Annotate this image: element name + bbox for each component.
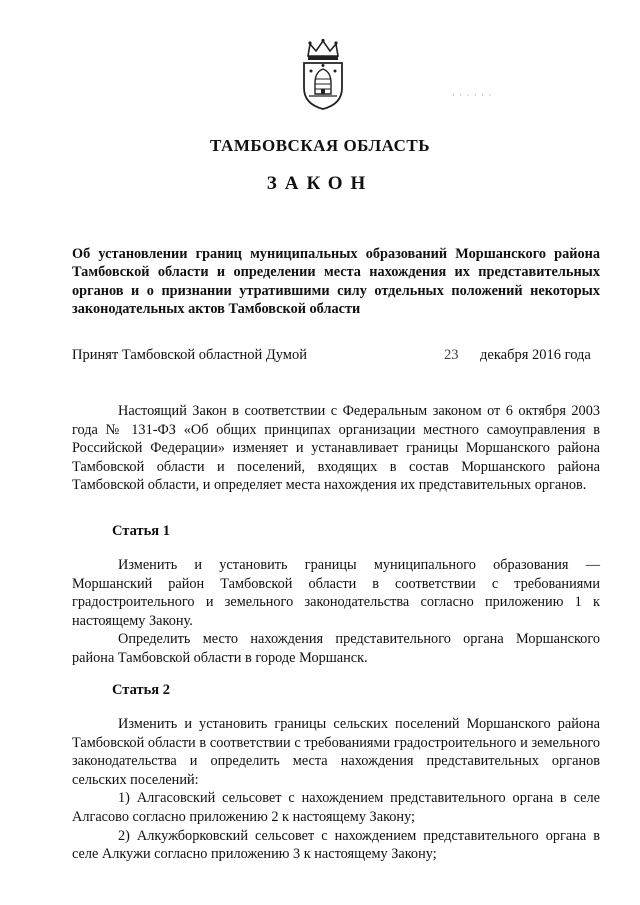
article-1-heading: Статья 1 [112, 523, 170, 539]
intro-section [72, 402, 600, 495]
article-2-list-item: 1) Алгасовский сельсовет с нахождением представительного органа в селе Алгасово согласно приложению 2 к настоящему Закону; [72, 790, 600, 825]
adoption-day: 23 [444, 347, 459, 363]
registration-stamp: · · · · · · [452, 90, 493, 100]
article-1-body [72, 556, 600, 668]
adoption-month-year: декабря 2016 года [480, 347, 591, 363]
article-1-paragraph: Определить место нахождения представительного органа Моршанского района Тамбовской области в городе Моршанск. [72, 631, 600, 666]
intro-paragraph: Настоящий Закон в соответствии с Федеральным законом от 6 октября 2003 года № 131-ФЗ «Об общих принципах организации местного самоуправления в Российской Федерации» изменяет и устанавливает границы Моршанского района Тамбовской области и поселений, входящих в состав Моршанского района Тамбовской области, и определяет места нахождения их представительных органов. [72, 403, 600, 494]
law-title: Об установлении границ муниципальных образований Моршанского района Тамбовской области и определении места нахождения их представительных органов и о признании утратившими силу отдельных положений некоторых законодательных актов Тамбовской области [72, 246, 600, 318]
article-1-paragraph: Изменить и установить границы муниципального образования — Моршанский район Тамбовской области в соответствии с требованиями градостроительного и земельного законодательства согласно приложению 1 к настоящему Закону. [72, 557, 600, 629]
article-2-list-item: 2) Алкужборковский сельсовет с нахождением представительного органа в селе Алкужи согласно приложению 3 к настоящему Закону; [72, 827, 600, 863]
article-2-body [72, 715, 600, 864]
tambov-coat-of-arms-icon [300, 38, 346, 110]
region-title: ТАМБОВСКАЯ ОБЛАСТЬ [210, 136, 430, 155]
adopted-by: Принят Тамбовской областной Думой [72, 347, 307, 363]
article-2-heading: Статья 2 [112, 682, 170, 698]
article-2-paragraph: Изменить и установить границы сельских поселений Моршанского района Тамбовской области в соответствии с требованиями градостроительного и земельного законодательства и определить места нахождения представительных органов сельских поселений: [72, 716, 600, 788]
adoption-line [72, 346, 600, 364]
document-type-title: ЗАКОН [266, 173, 374, 194]
